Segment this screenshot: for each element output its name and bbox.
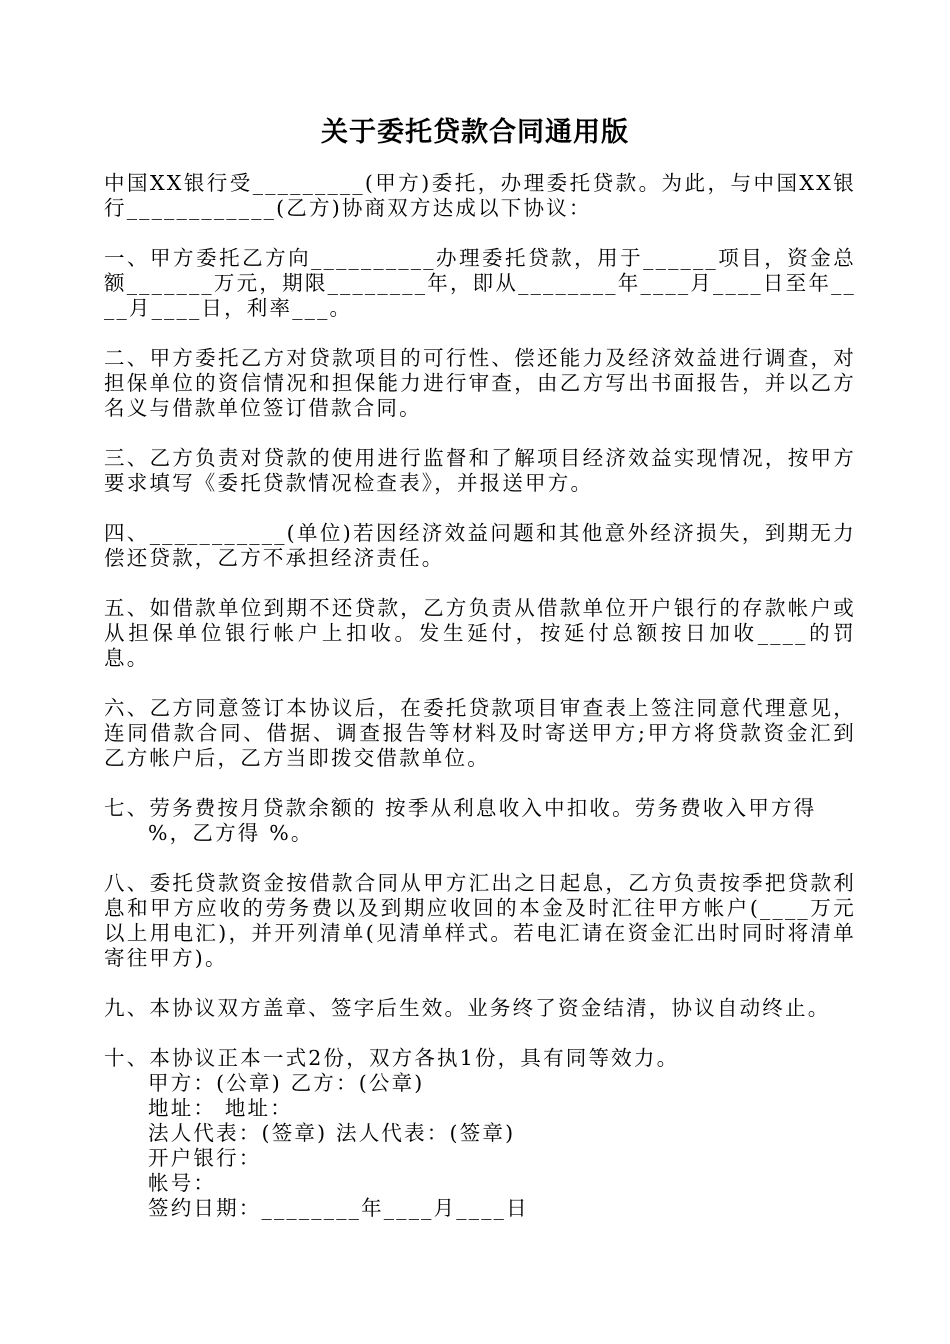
signature-date: 签约日期：________年____月____日	[148, 1196, 529, 1220]
clause-7-line-1: 七、劳务费按月贷款余额的 按季从利息收入中扣收。劳务费收入甲方得	[104, 796, 817, 820]
document-body	[104, 171, 856, 1221]
signature-bank: 开户银行：	[148, 1146, 262, 1170]
clause-7-line-2: %，乙方得 %。	[148, 821, 314, 845]
signature-account: 帐号：	[148, 1171, 217, 1195]
clause-2: 二、甲方委托乙方对贷款项目的可行性、偿还能力及经济效益进行调查，对担保单位的资信情况和担保能力进行审查，由乙方写出书面报告，并以乙方名义与借款单位签订借款合同。	[104, 346, 856, 420]
clause-4: 四、___________(单位)若因经济效益问题和其他意外经济损失，到期无力偿还贷款，乙方不承担经济责任。	[104, 521, 856, 570]
intro-paragraph: 中国XX银行受_________(甲方)委托，办理委托贷款。为此，与中国XX银行____________(乙方)协商双方达成以下协议：	[104, 171, 856, 220]
clause-8: 八、委托贷款资金按借款合同从甲方汇出之日起息，乙方负责按季把贷款利息和甲方应收的劳务费以及到期应收回的本金及时汇往甲方帐户(____万元以上用电汇)，并开列清单(见清单样式。若电汇请在资金汇出时同时将清单寄往甲方)。	[104, 871, 856, 970]
signature-block	[104, 1071, 856, 1221]
signature-legal-rep: 法人代表：(签章) 法人代表：(签章)	[148, 1121, 516, 1145]
signature-address: 地址： 地址：	[148, 1096, 293, 1120]
clause-7	[104, 796, 856, 846]
clause-9: 九、本协议双方盖章、签字后生效。业务终了资金结清，协议自动终止。	[104, 996, 831, 1020]
clause-6: 六、乙方同意签订本协议后，在委托贷款项目审查表上签注同意代理意见，连同借款合同、借据、调查报告等材料及时寄送甲方;甲方将贷款资金汇到乙方帐户后，乙方当即拨交借款单位。	[104, 696, 856, 770]
clause-3: 三、乙方负责对贷款的使用进行监督和了解项目经济效益实现情况，按甲方要求填写《委托贷款情况检查表》，并报送甲方。	[104, 446, 856, 495]
clause-10	[104, 1046, 856, 1221]
clause-1: 一、甲方委托乙方向__________办理委托贷款，用于______项目，资金总额_______万元，期限________年，即从________年____月____日至年____月____日，利率___。	[104, 246, 856, 320]
document-title: 关于委托贷款合同通用版	[321, 117, 629, 148]
signature-parties: 甲方：(公章) 乙方：(公章)	[148, 1071, 425, 1095]
clause-10-text: 十、本协议正本一式2份，双方各执1份，具有同等效力。	[104, 1046, 680, 1070]
clause-5: 五、如借款单位到期不还贷款，乙方负责从借款单位开户银行的存款帐户或从担保单位银行帐户上扣收。发生延付，按延付总额按日加收____的罚息。	[104, 596, 856, 670]
